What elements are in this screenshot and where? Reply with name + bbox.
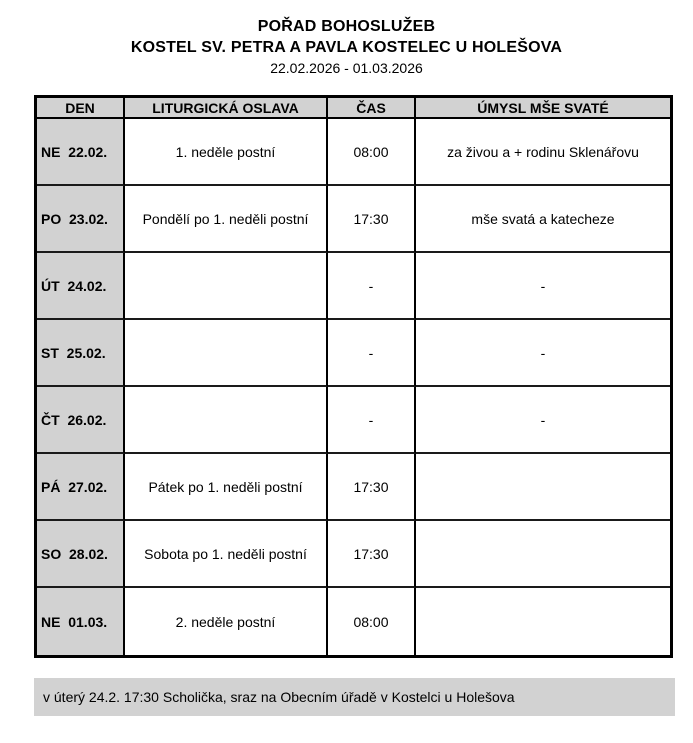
- footer-note-text: v úterý 24.2. 17:30 Scholička, sraz na Obecním úřadě v Kostelci u Holešova: [43, 689, 515, 705]
- time-cell: 17:30: [328, 454, 416, 521]
- time-cell: 17:30: [328, 521, 416, 588]
- intention-cell: -: [416, 253, 670, 320]
- day-cell: PO 23.02.: [37, 186, 125, 253]
- intention-cell: -: [416, 320, 670, 387]
- intention-cell: [416, 521, 670, 588]
- column-header-umysl-mse-svate: ÚMYSL MŠE SVATÉ: [416, 98, 670, 119]
- title-block: [0, 16, 693, 79]
- liturgy-cell: [125, 253, 328, 320]
- liturgy-cell: Pondělí po 1. neděli postní: [125, 186, 328, 253]
- page-title: POŘAD BOHOSLUŽEB: [257, 18, 436, 35]
- liturgy-cell: [125, 387, 328, 454]
- time-cell: 08:00: [328, 588, 416, 655]
- time-cell: -: [328, 253, 416, 320]
- day-cell: ČT 26.02.: [37, 387, 125, 454]
- time-cell: -: [328, 387, 416, 454]
- footer-note: [34, 678, 675, 716]
- date-range: 22.02.2026 - 01.03.2026: [270, 60, 423, 76]
- day-cell: NE 01.03.: [37, 588, 125, 655]
- column-header-liturgicka-oslava: LITURGICKÁ OSLAVA: [125, 98, 328, 119]
- day-cell: SO 28.02.: [37, 521, 125, 588]
- day-cell: PÁ 27.02.: [37, 454, 125, 521]
- day-cell: ÚT 24.02.: [37, 253, 125, 320]
- liturgy-cell: Pátek po 1. neděli postní: [125, 454, 328, 521]
- intention-cell: [416, 454, 670, 521]
- day-cell: ST 25.02.: [37, 320, 125, 387]
- day-cell: NE 22.02.: [37, 119, 125, 186]
- church-name: KOSTEL SV. PETRA A PAVLA KOSTELEC U HOLEŠOVA: [130, 39, 563, 56]
- liturgy-cell: 1. neděle postní: [125, 119, 328, 186]
- liturgy-cell: Sobota po 1. neděli postní: [125, 521, 328, 588]
- liturgy-cell: 2. neděle postní: [125, 588, 328, 655]
- time-cell: -: [328, 320, 416, 387]
- time-cell: 17:30: [328, 186, 416, 253]
- schedule-table: [34, 95, 673, 658]
- column-header-cas: ČAS: [328, 98, 416, 119]
- intention-cell: za živou a + rodinu Sklenářovu: [416, 119, 670, 186]
- time-cell: 08:00: [328, 119, 416, 186]
- liturgy-cell: [125, 320, 328, 387]
- intention-cell: -: [416, 387, 670, 454]
- intention-cell: [416, 588, 670, 655]
- column-header-den: DEN: [37, 98, 125, 119]
- intention-cell: mše svatá a katecheze: [416, 186, 670, 253]
